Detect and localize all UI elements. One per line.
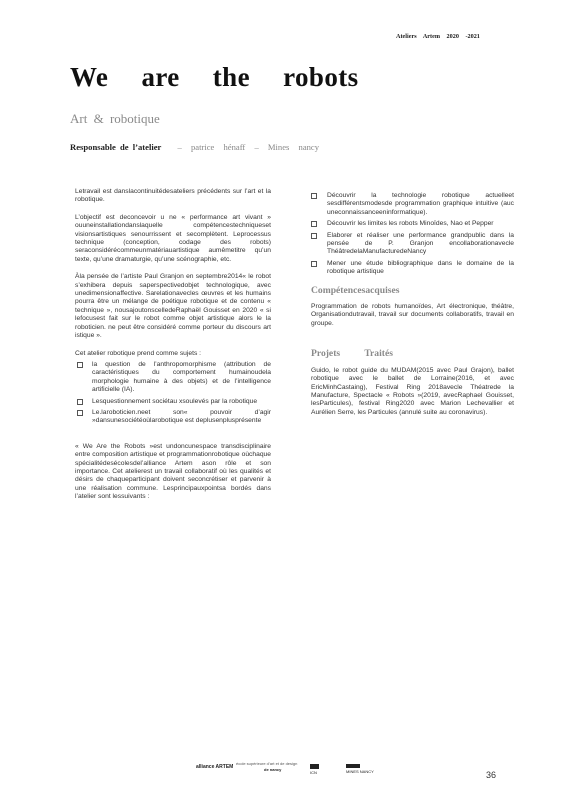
objective-paragraph: L’objectif est deconcevoir u ne « performance art vivant » ouuneinstallationdanslaquelle compétencestechniqueset visionsartistiques senourrissent et secomplètent. Leprocessus technique (conception, codage des robots) seraconsidérécommeunmatériauartistique aumêmetitre qu’un texte, qu’une dramaturgie, qu’une scénographie, etc. <box>75 213 271 263</box>
checkbox-bullet-icon <box>77 362 83 368</box>
subjects-list <box>75 361 271 426</box>
partner-logos <box>196 761 376 784</box>
list-item: Découvrir la technologie robotique actuelleet sesdifférentsmodesde programmation graphique intuitive (auc uneconnaissanceeninformatique). <box>311 192 514 217</box>
ensad-logo: école supérieure d’art et de design <box>236 761 298 766</box>
mines-mark-icon <box>346 764 360 768</box>
projets-text: Guido, le robot guide du MUDAM(2015 avec Paul Grajon), ballet robotique avec le ballet de Lorraine(2016, et avec EricMinhCastaing), Festival Ring 2018avecle Théatrede la Manufacture, Spectacle « Robots »(2019, avecRaphael Gouisset, lesParticules), festival Ring2020 avec Marion Lechevallier et Aurélien Serre, les Particules (annulé suite au coronavirus). <box>311 366 514 416</box>
competences-heading: Compétencesacquises <box>311 284 400 296</box>
list-item: Mener une étude bibliographique dans le domaine de la robotique artistique <box>311 260 514 277</box>
projets-heading: Projets Traités <box>311 348 393 360</box>
competences-text: Programmation de robots humanoïdes, Art électronique, théâtre, Organisationdutravail, travail sur documents collaboratifs, travail en groupe. <box>311 303 514 327</box>
responsable-label: Responsable de l’atelier <box>70 142 162 152</box>
page-number: 36 <box>486 770 497 780</box>
nancy-logo: de nancy <box>264 767 282 772</box>
checkbox-bullet-icon <box>311 193 317 199</box>
checkbox-bullet-icon <box>77 399 83 405</box>
checkbox-bullet-icon <box>77 410 83 416</box>
page-subtitle: Art & robotique <box>70 111 160 126</box>
icn-mark-icon <box>310 764 319 769</box>
icn-logo: ICN <box>310 764 320 775</box>
list-item: Lesquestionnement sociétau xsoulevés par la robotique <box>75 398 271 406</box>
space-paragraph: « We Are the Robots »est undoncunespace transdisciplinaire entre composition artistique et programmationrobotique oùchaque spécialitédesécolesdel’alliance Artem ason rôle et son importance. Cet atelierest un travail collaboratif où les qualités et désirs de chaqueparticipant doivent seconcrétiser et parvenir à une réalisation commune. Lesprincipauxpointsa bordés dans l’atelier sont lessuivants : <box>75 442 271 501</box>
list-item: Elaborer et réaliser une performance grandpublic dans la pensée de P. Granjon encollaborationavecle ThéâtredelaManufacturedeNancy <box>311 232 514 257</box>
alliance-artem-logo: alliance ARTEM <box>196 764 234 770</box>
goals-list <box>311 192 514 277</box>
checkbox-bullet-icon <box>311 221 317 227</box>
list-item: Découvrir les limites les robots Minoïdes, Nao et Pepper <box>311 220 514 228</box>
mines-nancy-logo: MINES NANCY <box>346 764 374 774</box>
list-item: la question de l’anthropomorphisme (attribution de caractéristiques du comportement humainoudela morphologie humaine à des objets) et de l’intelligence artificielle (IA). <box>75 361 271 395</box>
responsable-line <box>70 142 319 152</box>
subjects-intro: Cet atelier robotique prend comme sujets : <box>75 349 202 357</box>
page-title: We are the robots <box>70 62 359 92</box>
list-item: Le.laroboticien.neet son« pouvoir d’agir »dansunesociétéoùlarobotique est deplusenplusprésente <box>75 409 271 426</box>
checkbox-bullet-icon <box>311 261 317 267</box>
running-header: Ateliers Artem 2020 -2021 <box>396 33 480 40</box>
checkbox-bullet-icon <box>311 233 317 239</box>
intro-paragraph: Letravail est danslacontinuitédesateliers précédents sur l’art et la robotique. <box>75 188 271 204</box>
right-column <box>311 192 514 426</box>
left-column <box>75 188 271 511</box>
responsable-value: – patrice hénaff – Mines nancy <box>177 142 320 152</box>
granjon-paragraph: Àla pensée de l’artiste Paul Granjon en septembre2014« le robot s’exhibera depuis saperspectivedobjet technologique, avec unedimensionaffective. Sarelationavecles œuvres et les humains pourra être un mélange de poétique robotique et de contenu « technique », nousajoutonscelledeRaphaël Gouisset en 2020 « si lefocusest fait sur le robot comme objet artistique alors le la roboticien. ne peut être considéré comme porteur du discours art istique ». <box>75 273 271 340</box>
